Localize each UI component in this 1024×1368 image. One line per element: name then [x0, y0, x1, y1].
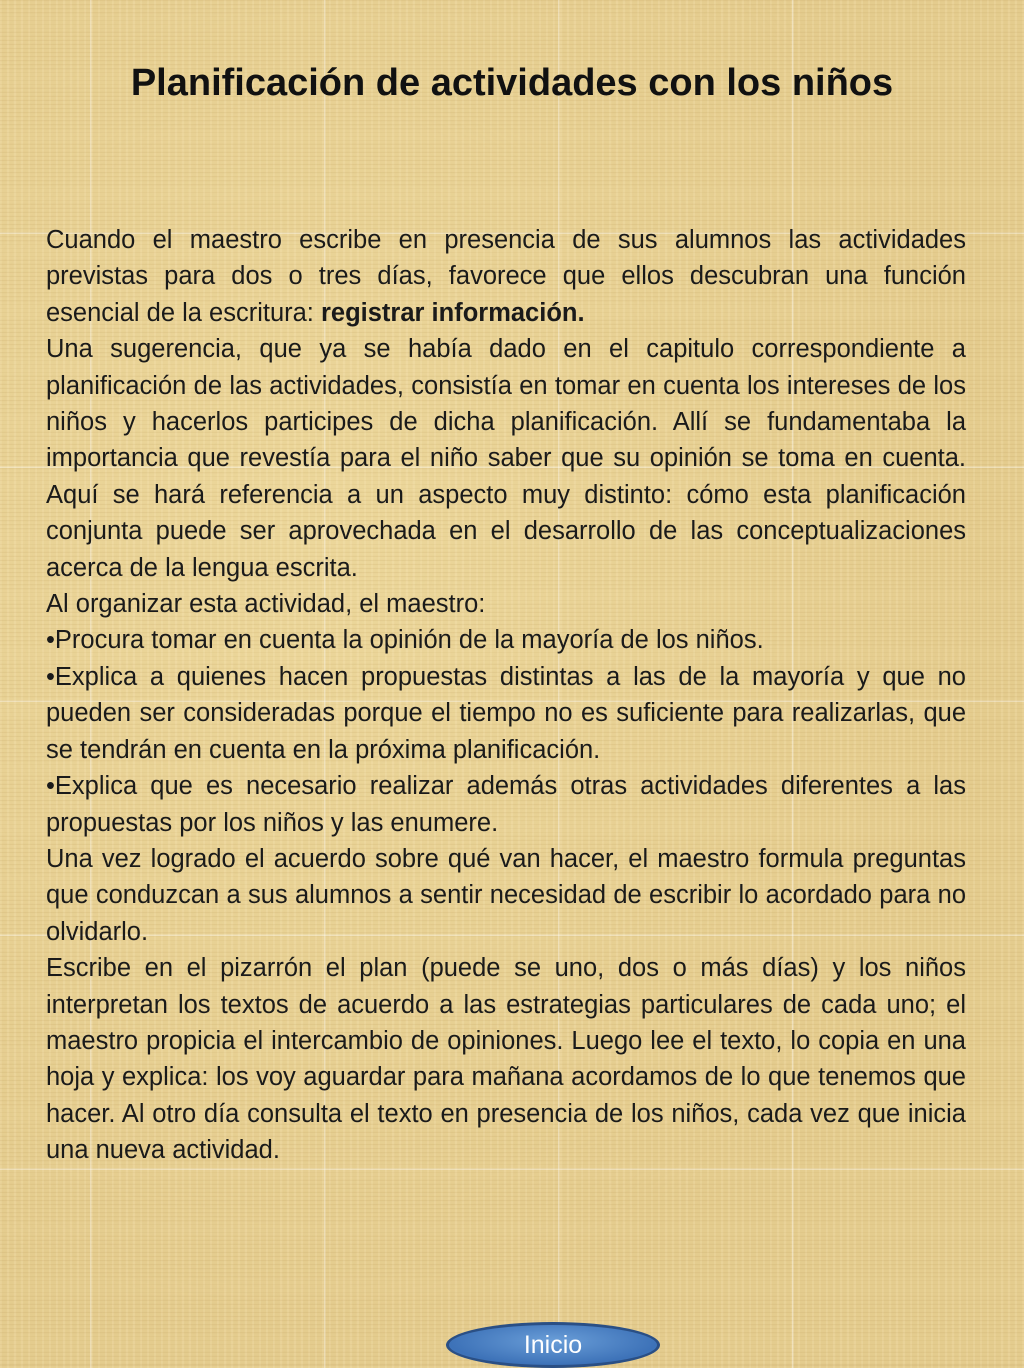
paragraph-4: Una vez logrado el acuerdo sobre qué van hacer, el maestro formula preguntas que conduzcan a sus alumnos a sentir necesidad de escribir lo acordado para no olvidarlo.	[46, 844, 966, 946]
paragraph-2: Una sugerencia, que ya se había dado en el capitulo correspondiente a planificación de las actividades, consistía en tomar en cuenta los intereses de los niños y hacerlos participes de dicha planificación. Allí se fundamentaba la importancia que revestía para el niño saber que su opinión se toma en cuenta. Aquí se hará referencia a un aspecto muy distinto: cómo esta planificación conjunta puede ser aprovechada en el desarrollo de las conceptualizaciones acerca de la lengua escrita.	[46, 335, 966, 582]
paragraph-3: Al organizar esta actividad, el maestro:	[46, 590, 486, 619]
bullet-item-1: •Procura tomar en cuenta la opinión de la mayoría de los niños.	[46, 626, 764, 655]
inicio-button[interactable]: Inicio	[446, 1322, 660, 1368]
paragraph-1-emphasis: registrar información.	[320, 298, 585, 327]
paragraph-5: Escribe en el pizarrón el plan (puede se uno, dos o más días) y los niños interpretan los textos de acuerdo a las estrategias particulares de cada uno; el maestro propicia el intercambio de opiniones. Luego lee el texto, lo copia en una hoja y explica: los voy aguardar para mañana acordamos de lo que tenemos que hacer. Al otro día consulta el texto en presencia de los niños, cada vez que inicia una nueva actividad.	[46, 954, 966, 1165]
body-text	[46, 222, 966, 1169]
bullet-item-3: •Explica que es necesario realizar además otras actividades diferentes a las propuestas por los niños y las enumere.	[46, 772, 966, 837]
paragraph-1-text: Cuando el maestro escribe en presencia de sus alumnos las actividades previstas para dos o tres días, favorece que ellos descubran una función esencial de la escritura:	[46, 226, 966, 327]
bullet-item-2: •Explica a quienes hacen propuestas distintas a las de la mayoría y que no pueden ser consideradas porque el tiempo no es suficiente para realizarlas, que se tendrán en cuenta en la próxima planificación.	[46, 662, 966, 764]
page-title: Planificación de actividades con los niños	[130, 62, 894, 104]
paragraph-1	[46, 222, 966, 331]
